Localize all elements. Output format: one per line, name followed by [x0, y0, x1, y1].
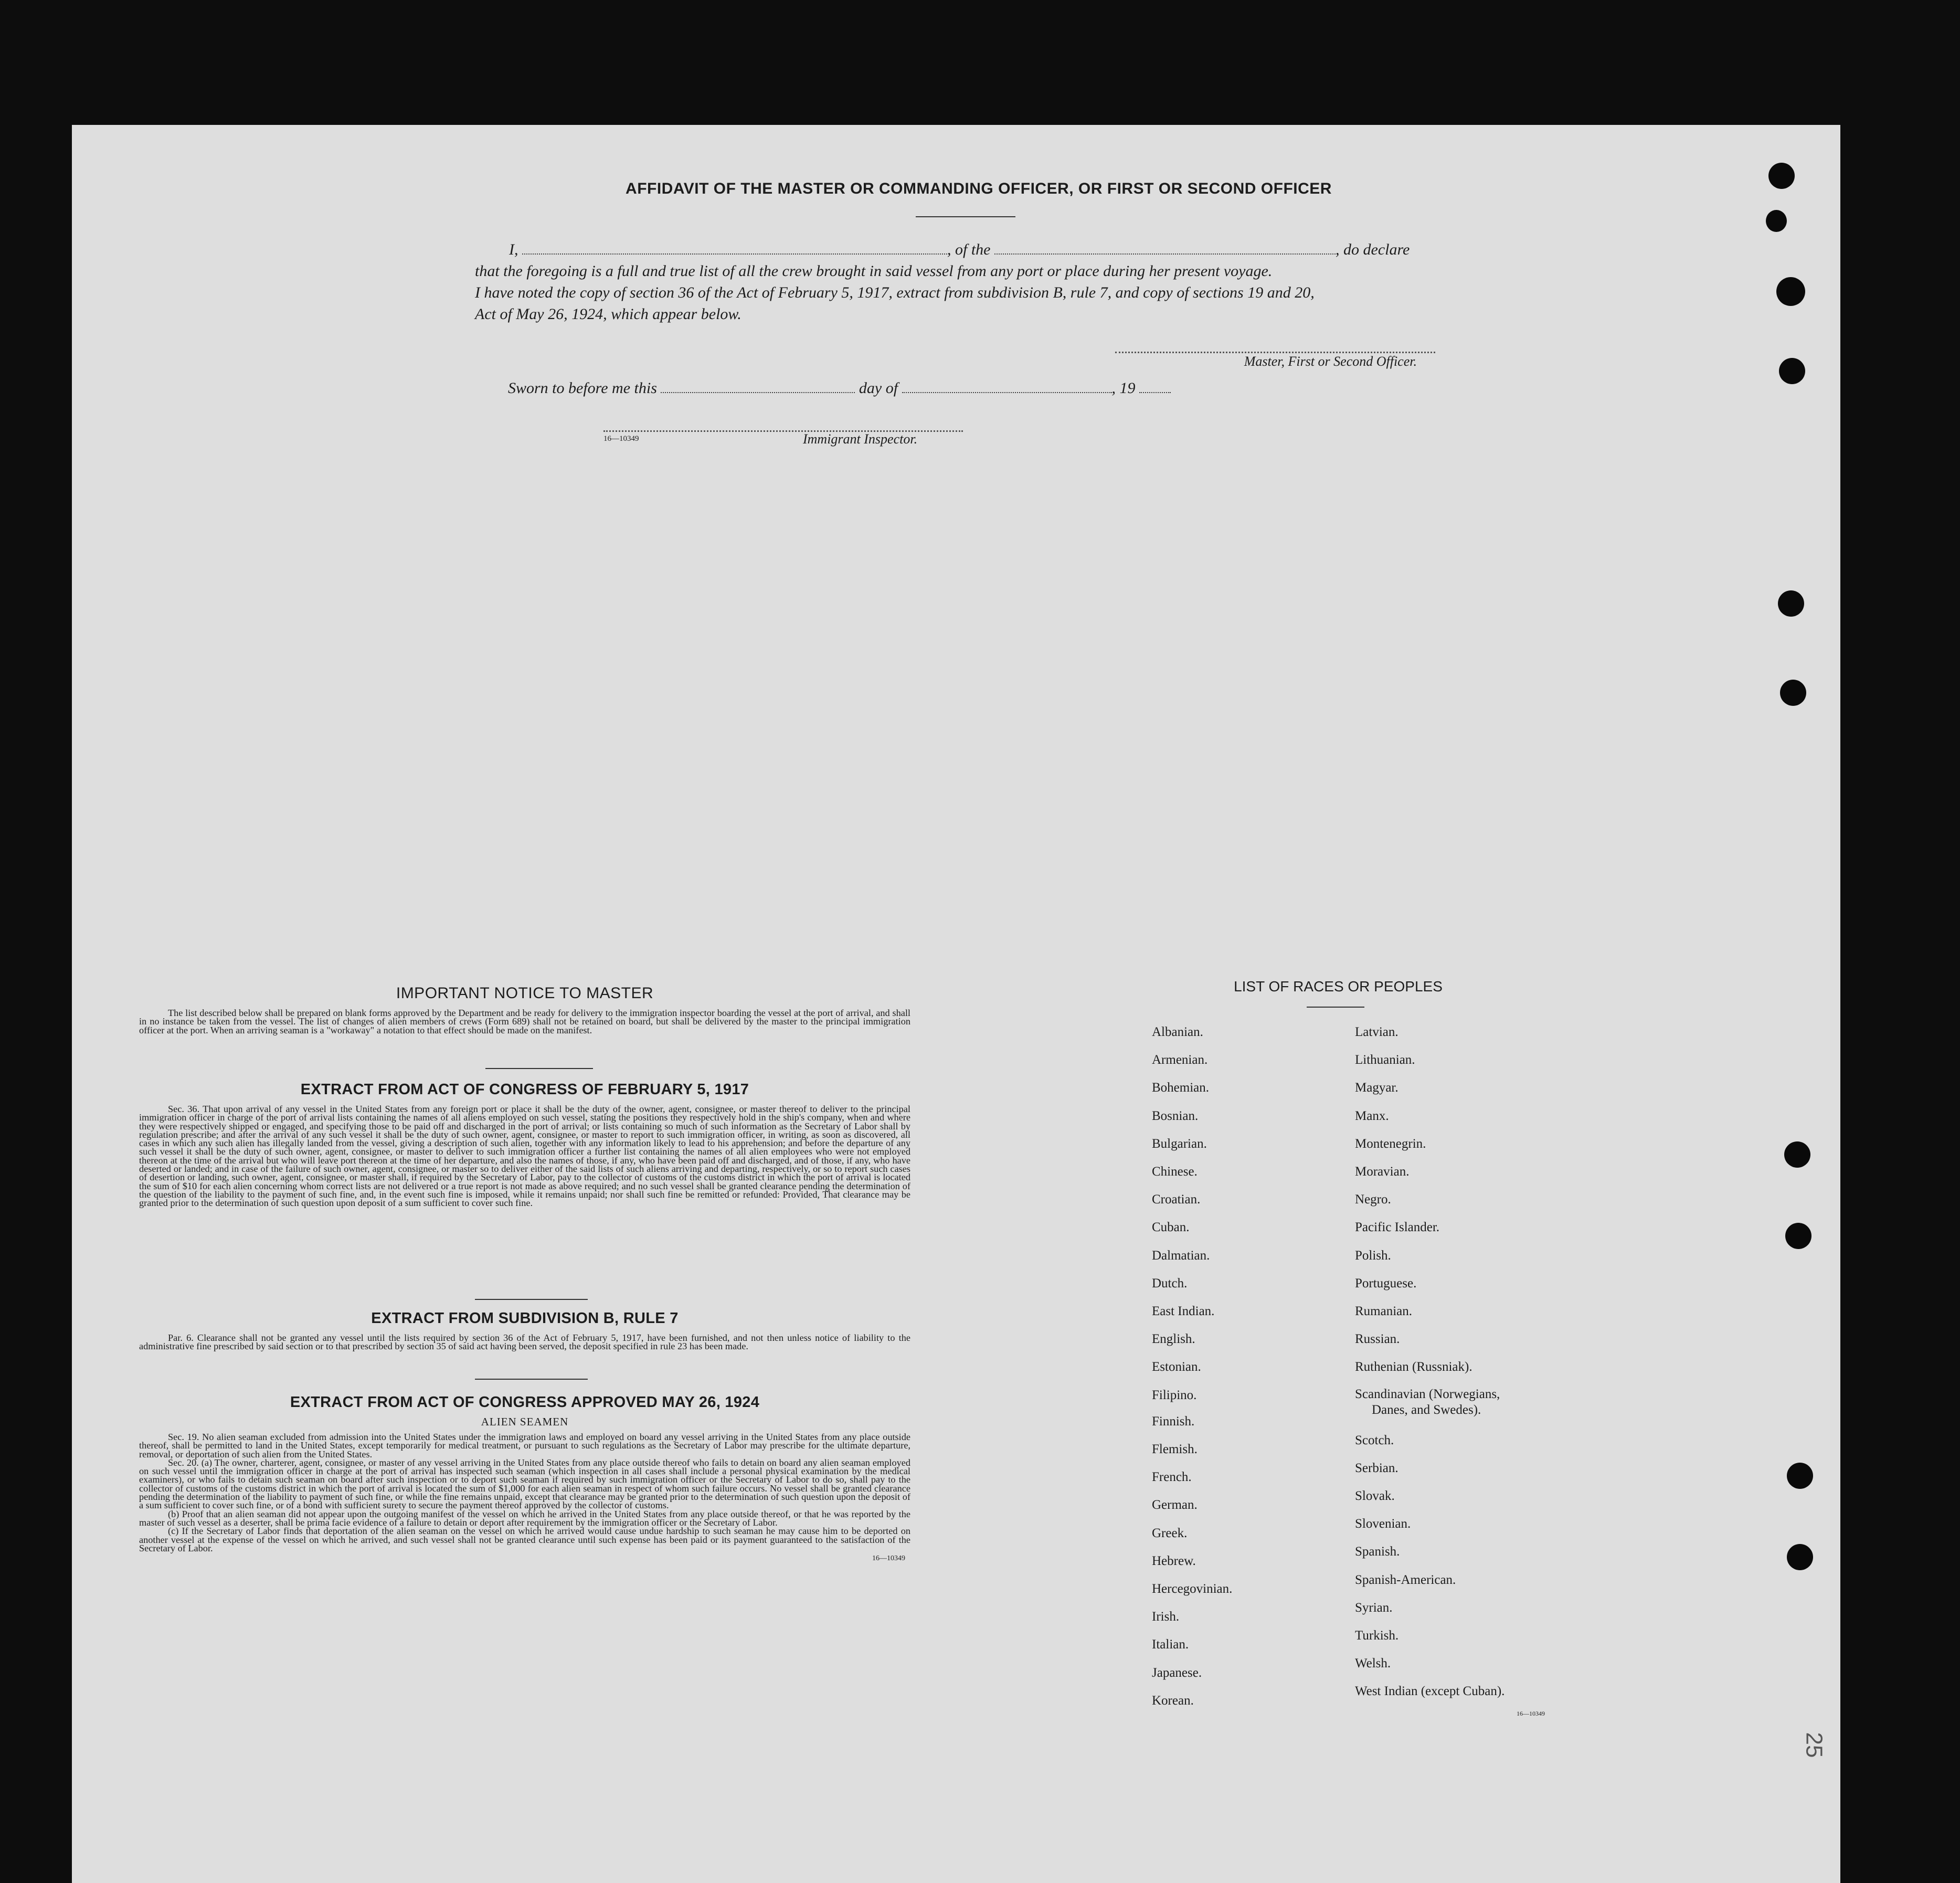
- title-divider: [916, 216, 1015, 217]
- race-item: Slovak.: [1355, 1489, 1395, 1504]
- section-19-text: Sec. 19. No alien seaman excluded from admission into the United States under the immigration laws and employed on board any vessel arriving in the United States from any place outside thereof, shall be permitted to land in the United States, except temporarily for medical treatment, or pursuant to such regulations as the Secretary of Labor may prescribe for the ultimate departure, removal, or deportation of such alien from the United States.: [139, 1432, 910, 1459]
- race-item: Scandinavian (Norwegians,: [1355, 1387, 1500, 1401]
- race-item: Italian.: [1152, 1637, 1189, 1652]
- sworn-month-blank: [902, 378, 1112, 393]
- section-divider: [485, 1068, 593, 1069]
- extract-1924-section: [139, 1394, 910, 1563]
- binder-hole: [1780, 680, 1806, 706]
- extract-1924-title: EXTRACT FROM ACT OF CONGRESS APPROVED MAY 26, 1924: [290, 1394, 760, 1411]
- race-item: Magyar.: [1355, 1081, 1399, 1095]
- race-item: Scotch.: [1355, 1433, 1394, 1447]
- sworn-day-blank: [661, 378, 855, 393]
- binder-hole: [1779, 358, 1805, 384]
- races-right-column: [1355, 1018, 1505, 1706]
- do-declare-text: , do declare: [1336, 241, 1410, 258]
- affidavit-body: [475, 239, 1451, 325]
- race-item: Japanese.: [1152, 1665, 1202, 1680]
- section-divider: [475, 1379, 588, 1380]
- signature-line: [1115, 352, 1435, 353]
- inspector-label: Immigrant Inspector.: [803, 431, 918, 447]
- rule-7-title: EXTRACT FROM SUBDIVISION B, RULE 7: [371, 1310, 679, 1327]
- race-item: Pacific Islander.: [1355, 1220, 1440, 1235]
- notice-section: [139, 985, 910, 1034]
- affidavit-title: AFFIDAVIT OF THE MASTER OR COMMANDING OFFICER, OR FIRST OR SECOND OFFICER: [626, 180, 1332, 197]
- race-item: Danes, and Swedes).: [1372, 1402, 1481, 1417]
- race-item: Russian.: [1355, 1332, 1400, 1347]
- race-item: Lithuanian.: [1355, 1053, 1415, 1067]
- page-number: 25: [1801, 1732, 1827, 1758]
- rule-7-section: [139, 1310, 910, 1351]
- race-item: Finnish.: [1152, 1414, 1195, 1429]
- notice-title: IMPORTANT NOTICE TO MASTER: [396, 985, 654, 1002]
- race-item: Estonian.: [1152, 1360, 1201, 1374]
- form-code: 16—10349: [603, 435, 639, 443]
- race-item: Hercegovinian.: [1152, 1582, 1233, 1596]
- section-20b-text: (b) Proof that an alien seaman did not appear upon the outgoing manifest of the vessel on which he arrived in the United States from any place outside thereof, or that he was reported by the master of such vessel as a deserter, shall be prima facie evidence of a failure to detain or deport after requirement by the immigration officer or the Secretary of Labor.: [139, 1508, 910, 1528]
- form-code: 16—10349: [872, 1554, 905, 1563]
- race-item: Turkish.: [1355, 1628, 1399, 1643]
- race-item: Rumanian.: [1355, 1304, 1413, 1319]
- race-item: Welsh.: [1355, 1656, 1391, 1671]
- race-item: Manx.: [1355, 1108, 1389, 1123]
- binder-hole: [1766, 210, 1787, 232]
- race-item: Latvian.: [1355, 1025, 1399, 1039]
- race-item: Serbian.: [1355, 1461, 1399, 1475]
- of-the-text: , of the: [947, 241, 991, 258]
- race-item: Bohemian.: [1152, 1081, 1210, 1095]
- affidavit-line-3: I have noted the copy of section 36 of the Act of February 5, 1917, extract from subdivision B, rule 7, and copy of sections 19 and 20,: [475, 284, 1315, 301]
- race-item: Portuguese.: [1355, 1276, 1417, 1290]
- day-of-text: day of: [859, 379, 898, 397]
- race-item: French.: [1152, 1470, 1192, 1485]
- race-item: Negro.: [1355, 1192, 1391, 1207]
- race-item: Cuban.: [1152, 1220, 1190, 1235]
- extract-1917-section: [139, 1081, 910, 1208]
- notice-body: The list described below shall be prepared on blank forms approved by the Department and be ready for delivery to the immigration inspector boarding the vessel at the port of arrival, and shall in no instance be taken from the vessel. The list of changes of alien members of crews (Form 689) shall not be retained on board, but shall be delivered by the master to the principal immigration officer at the port. When an arriving seaman is a "workaway" a notation to that effect should be made on the manifest.: [139, 1008, 910, 1035]
- affidavit-line-4: Act of May 26, 1924, which appear below.: [475, 305, 741, 323]
- extract-1917-title: EXTRACT FROM ACT OF CONGRESS OF FEBRUARY 5, 1917: [300, 1081, 749, 1098]
- race-item: Hebrew.: [1152, 1553, 1196, 1568]
- race-item: Korean.: [1152, 1693, 1194, 1708]
- binder-hole: [1776, 277, 1805, 306]
- sworn-line: [508, 378, 1243, 397]
- races-divider: [1307, 1007, 1364, 1008]
- section-20a-text: Sec. 20. (a) The owner, charterer, agent, consignee, or master of any vessel arriving in the United States from any place outside thereof who fails to detain on board any alien seaman employed on such vessel until the immigration officer in charge at the port of arrival has inspected such seaman (which inspection in all cases shall include a personal physical examination by the medical examiners), or who fails to detain such seaman on board after such inspection or to deport such seaman if required by such immigration officer or the Secretary of Labor to do so, shall pay to the collector of customs of the customs district in which the port of arrival is located the sum of $1,000 for each alien seaman in respect of whom such failure occurs. No vessel shall be granted clearance pending the determination of the liability to payment of such fine, or while the fine remains unpaid, except that clearance may be granted prior to the determination of such question upon the deposit of a sum sufficient to cover such fine, or of a bond with sufficient surety to secure the payment thereof approved by the collector of customs.: [139, 1457, 910, 1511]
- race-item: Filipino.: [1152, 1388, 1197, 1402]
- race-item: Dalmatian.: [1152, 1248, 1210, 1263]
- race-item: Montenegrin.: [1355, 1136, 1426, 1151]
- race-item: German.: [1152, 1498, 1198, 1512]
- race-item: East Indian.: [1152, 1304, 1215, 1319]
- binder-hole: [1785, 1223, 1811, 1249]
- signature-label: Master, First or Second Officer.: [1244, 354, 1417, 369]
- race-item: Spanish-American.: [1355, 1572, 1456, 1587]
- race-item: Flemish.: [1152, 1442, 1198, 1457]
- year-prefix: , 19: [1111, 379, 1136, 397]
- section-20c-text: (c) If the Secretary of Labor finds that deportation of the alien seaman on the vessel on which he arrived would cause undue hardship to such seaman he may cause him to be deported on another vessel at the expense of the vessel on which he arrived, and such vessel shall not be granted clearance until such expense has been paid or its payment guaranteed to the satisfaction of the Secretary of Labor.: [139, 1526, 910, 1553]
- binder-hole: [1768, 163, 1795, 189]
- races-left-column: [1152, 1018, 1232, 1715]
- race-item: Albanian.: [1152, 1025, 1203, 1039]
- alien-seamen-subtitle: ALIEN SEAMEN: [481, 1415, 569, 1428]
- race-item: Croatian.: [1152, 1192, 1201, 1207]
- vessel-blank: [994, 239, 1336, 255]
- races-title: LIST OF RACES OR PEOPLES: [1234, 978, 1443, 995]
- race-item: Ruthenian (Russniak).: [1355, 1360, 1472, 1374]
- form-code: 16—10349: [1517, 1710, 1545, 1717]
- race-item: Greek.: [1152, 1526, 1188, 1540]
- race-item: Armenian.: [1152, 1053, 1208, 1067]
- rule-7-body: Par. 6. Clearance shall not be granted any vessel until the lists required by section 36 of the Act of February 5, 1917, have been furnished, and not then unless notice of liability to the administrative fine prescribed by said section or to that prescribed by section 35 of said act having been served, the deposit specified in rule 23 has been made.: [139, 1332, 910, 1352]
- section-divider: [475, 1299, 588, 1300]
- binder-hole: [1784, 1141, 1810, 1168]
- race-item: Dutch.: [1152, 1276, 1188, 1290]
- race-item: Chinese.: [1152, 1165, 1198, 1179]
- name-blank: [522, 239, 947, 255]
- affidavit-line-2: that the foregoing is a full and true list of all the crew brought in said vessel from any port or place during her present voyage.: [475, 262, 1273, 280]
- sworn-prefix: Sworn to before me this: [508, 379, 657, 397]
- race-item: Syrian.: [1355, 1600, 1393, 1615]
- affidavit-i: I,: [509, 241, 518, 258]
- race-item: Spanish.: [1355, 1545, 1400, 1559]
- binder-hole: [1787, 1463, 1813, 1489]
- year-blank: [1139, 378, 1171, 393]
- binder-hole: [1778, 590, 1804, 617]
- race-item: Moravian.: [1355, 1165, 1410, 1179]
- race-item: English.: [1152, 1332, 1195, 1347]
- race-item: Polish.: [1355, 1248, 1391, 1263]
- binder-hole: [1787, 1544, 1813, 1570]
- race-item: Bulgarian.: [1152, 1136, 1207, 1151]
- extract-1917-body: Sec. 36. That upon arrival of any vessel in the United States from any foreign port or place it shall be the duty of the owner, agent, consignee, or master thereof to deliver to the principal immigration officer in charge of the port of arrival lists containing the names of all aliens employed on such vessel, stating the positions they respectively hold in the ship's company, when and where they were respectively shipped or engaged, and specifying those to be paid off and discharged in the port of arrival; or lists containing so much of such information as the Secretary of Labor shall by regulation prescribe; and after the arrival of any such vessel it shall be the duty of such owner, agent, consignee, or master to report to such immigration officer, in writing, as soon as discovered, all cases in which any such alien has illegally landed from the vessel, giving a description of such alien, together with any information likely to lead to his apprehension; and before the departure of any such vessel it shall be the duty of such owner, agent, consignee, or master to deliver to such immigration officer a further list containing the names of all alien employees who were not employed thereon at the time of the arrival but who will leave port thereon at the time of her departure, and also the names of those, if any, who have been paid off and discharged, and of those, if any, who have deserted or landed; and in case of the failure of such owner, agent, consignee, or master so to deliver either of the said lists of such aliens arriving and departing, respectively, or so to report such cases of desertion or landing, such owner, agent, consignee, or master shall, if required by the Secretary of Labor, pay to the collector of customs of the customs district in which the port of arrival is located the sum of $10 for each alien concerning whom correct lists are not delivered or a true report is not made as above required; and no such vessel shall be granted clearance pending the determination of the question of the liability to the payment of such fine, and, in the event such fine is imposed, while it remains unpaid; nor shall such fine be remitted or refunded: Provided, That clearance may be granted prior to the determination of such question upon deposit of a sum sufficient to cover such fine.: [139, 1104, 910, 1209]
- race-item: Slovenian.: [1355, 1517, 1411, 1531]
- race-item: Irish.: [1152, 1610, 1180, 1624]
- race-item: Bosnian.: [1152, 1108, 1199, 1123]
- race-item: West Indian (except Cuban).: [1355, 1684, 1505, 1699]
